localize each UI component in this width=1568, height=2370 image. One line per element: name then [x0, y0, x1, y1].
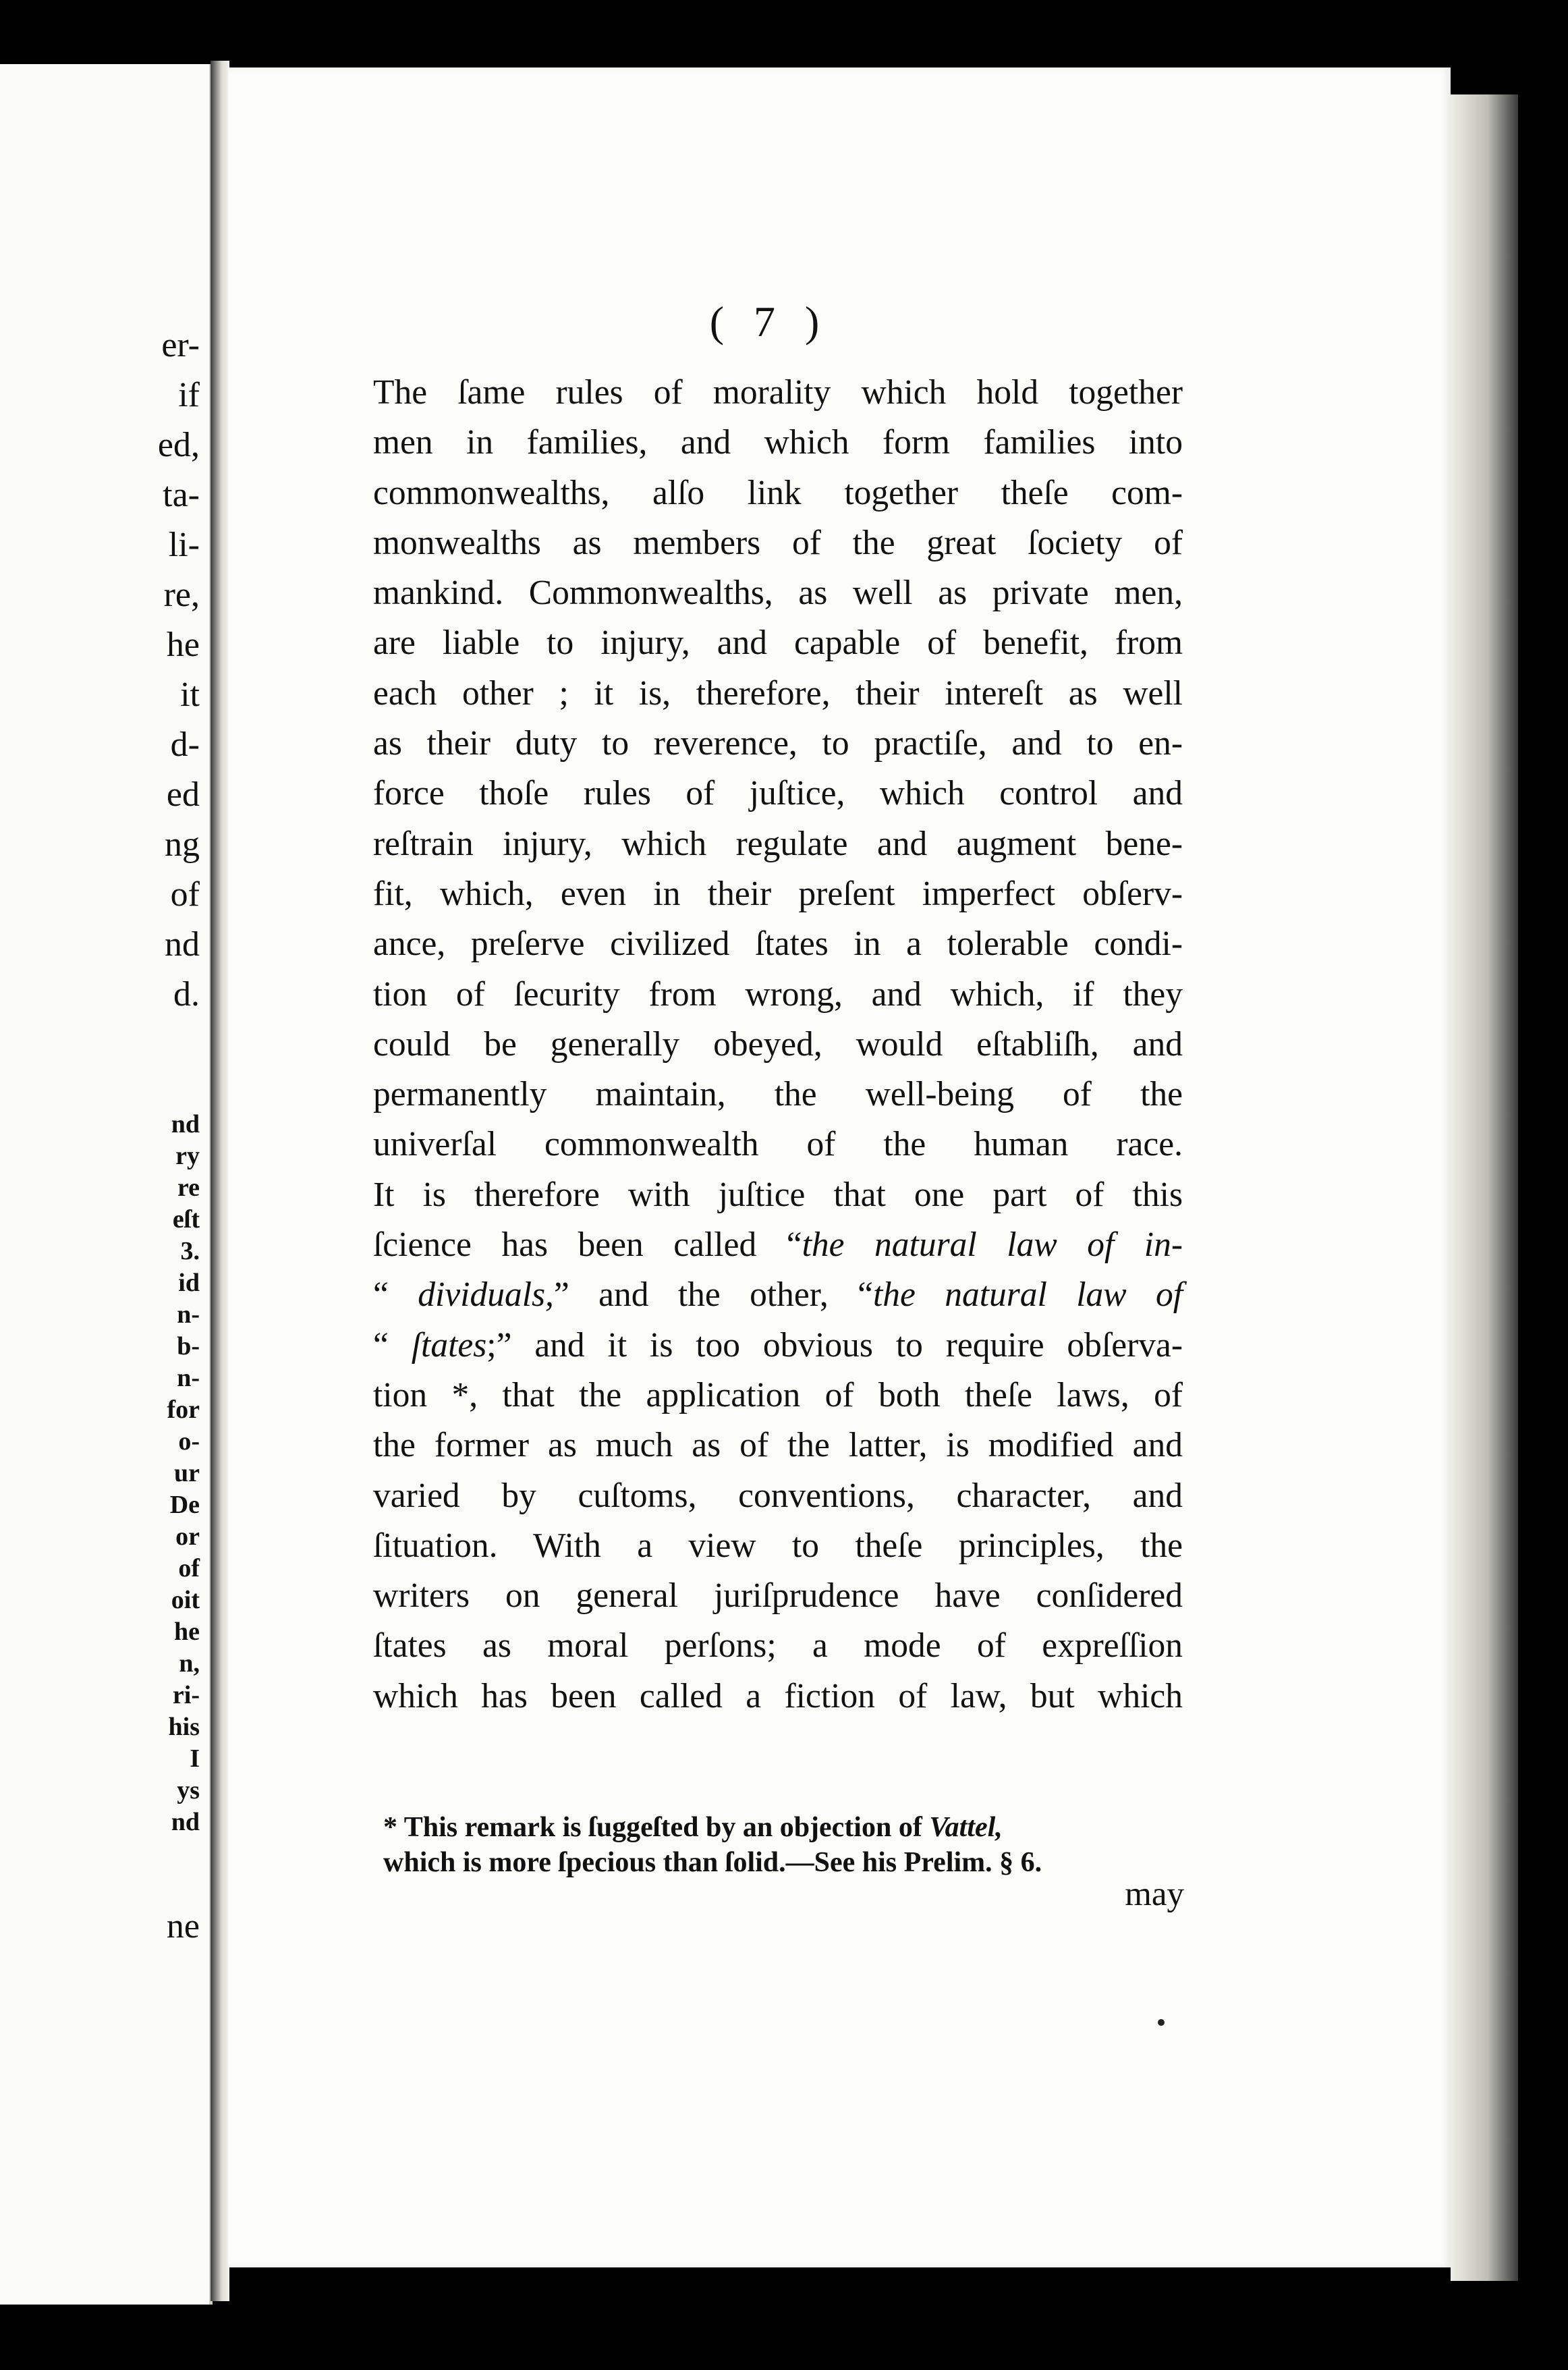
facing-page-fragment: oit — [171, 1586, 200, 1614]
text-line: varied by cuſtoms, conventions, character, and — [373, 1476, 1183, 1515]
facing-page-fragment: n- — [177, 1364, 200, 1392]
facing-page-fragment: ri- — [172, 1681, 200, 1709]
text-run: ;” and it is too obvious to require obſerva- — [486, 1325, 1183, 1365]
facing-page-fragment: ur — [174, 1459, 200, 1487]
text-line: permanently maintain, the well-being of the — [373, 1075, 1183, 1114]
text-line: force thoſe rules of juſtice, which control and — [373, 774, 1183, 813]
text-line: each other ; it is, therefore, their intereſt as well — [373, 673, 1183, 713]
facing-page-fragment: of — [178, 1554, 200, 1582]
text-line: reſtrain injury, which regulate and augment bene- — [373, 824, 1183, 863]
catchword: may — [1125, 1875, 1184, 1913]
text-run: “ — [373, 1325, 389, 1365]
facing-page-fragment: b- — [177, 1332, 200, 1360]
text-line: men in families, and which form families into — [373, 423, 1183, 462]
text-run: “ — [373, 1275, 389, 1315]
text-line-with-italics — [373, 1220, 1183, 1270]
facing-page-fragment: o- — [178, 1427, 200, 1456]
footnote — [383, 1810, 1179, 1880]
facing-page-fragment: for — [167, 1396, 200, 1424]
italic-run: dividuals, — [418, 1275, 554, 1315]
facing-page-fragment: er- — [161, 326, 200, 364]
facing-page-fragment: it — [180, 676, 200, 714]
facing-page-fragment: his — [168, 1713, 200, 1741]
body-text — [373, 368, 1183, 1721]
footnote-line — [383, 1810, 1179, 1845]
text-line: are liable to injury, and capable of benefit, from — [373, 624, 1183, 663]
text-line: It is therefore with juſtice that one part of this — [373, 1175, 1183, 1214]
facing-page-fragment: ed — [166, 775, 200, 814]
facing-page-fragment: or — [175, 1522, 200, 1551]
text-line: ſituation. With a view to theſe principles, the — [373, 1526, 1183, 1565]
facing-page-fragment: id — [178, 1269, 200, 1297]
text-line: which has been called a fiction of law, but which — [373, 1676, 1183, 1715]
facing-page-fragment: 3. — [180, 1237, 200, 1265]
facing-page-fragment: nd — [165, 925, 200, 964]
facing-page-fragment: nd — [171, 1110, 200, 1138]
facing-page-last-word: ne — [166, 1907, 200, 1946]
facing-page-fragment: re, — [163, 576, 200, 614]
text-line: ance, preſerve civilized ſtates in a tolerable condi- — [373, 925, 1183, 964]
facing-page-fragment: ng — [165, 825, 200, 864]
facing-page-fragment: if — [178, 376, 200, 414]
facing-page-fragment: n- — [177, 1300, 200, 1329]
book-gutter — [211, 61, 229, 2301]
page-number: ( 7 ) — [709, 298, 829, 346]
italic-run: Vattel, — [929, 1812, 1003, 1843]
facing-page-fragment: De — [169, 1491, 200, 1519]
facing-page-fragment: li- — [168, 526, 200, 564]
facing-page-fragment: re — [177, 1174, 200, 1202]
italic-run: the natural law of in- — [802, 1225, 1183, 1265]
page-edge-shadow — [1451, 94, 1518, 2281]
facing-page-fragment: eſt — [172, 1205, 200, 1234]
facing-page-fragment: ed, — [157, 426, 200, 464]
text-line: as their duty to reverence, to practiſe, and to en- — [373, 724, 1183, 763]
facing-page — [0, 64, 213, 2305]
facing-page-text — [92, 321, 200, 1020]
text-run: ” and the other, “ — [553, 1275, 873, 1315]
facing-page-fragment: ry — [175, 1142, 200, 1170]
footnote-line: which is more ſpecious than ſolid.—See his Prelim. § 6. — [383, 1847, 1042, 1878]
facing-page-fragment: of — [170, 875, 200, 914]
italic-run: the natural law of — [872, 1275, 1183, 1315]
facing-page-notes — [92, 1109, 200, 1838]
facing-page-fragment: d. — [173, 975, 200, 1014]
facing-page-fragment: he — [166, 626, 200, 664]
text-line: univerſal commonwealth of the human race. — [373, 1125, 1183, 1164]
text-line: monwealths as members of the great ſociety of — [373, 523, 1183, 562]
facing-page-fragment: I — [190, 1744, 200, 1773]
page-speck — [1158, 2019, 1165, 2026]
text-line-with-italics — [373, 1321, 1183, 1371]
text-line: tion of ſecurity from wrong, and which, if they — [373, 974, 1183, 1014]
facing-page-fragment: ta- — [163, 476, 200, 514]
text-line: writers on general juriſprudence have conſidered — [373, 1576, 1183, 1616]
text-line: ſtates as moral perſons; a mode of expreſſion — [373, 1626, 1183, 1665]
text-run: ſcience has been called “ — [373, 1225, 802, 1265]
text-line: tion *, that the application of both theſe laws, of — [373, 1375, 1183, 1414]
text-line-with-italics — [373, 1270, 1183, 1320]
text-line: The ſame rules of morality which hold together — [373, 373, 1183, 412]
facing-page-fragment: he — [174, 1618, 200, 1646]
text-line: the former as much as of the latter, is modified and — [373, 1426, 1183, 1465]
facing-page-fragment: ys — [177, 1776, 200, 1804]
text-line: commonwealths, alſo link together theſe com- — [373, 473, 1183, 512]
text-line: fit, which, even in their preſent imperfect obſerv- — [373, 874, 1183, 913]
italic-run: ſtates — [411, 1325, 487, 1365]
text-line: mankind. Commonwealths, as well as private men, — [373, 574, 1183, 613]
text-line: could be generally obeyed, would eſtabliſh, and — [373, 1024, 1183, 1064]
facing-page-fragment: nd — [171, 1808, 200, 1836]
text-run: * This remark is ſuggeſted by an objection of — [383, 1812, 930, 1843]
facing-page-fragment: n, — [179, 1649, 200, 1678]
facing-page-fragment: d- — [170, 725, 200, 764]
